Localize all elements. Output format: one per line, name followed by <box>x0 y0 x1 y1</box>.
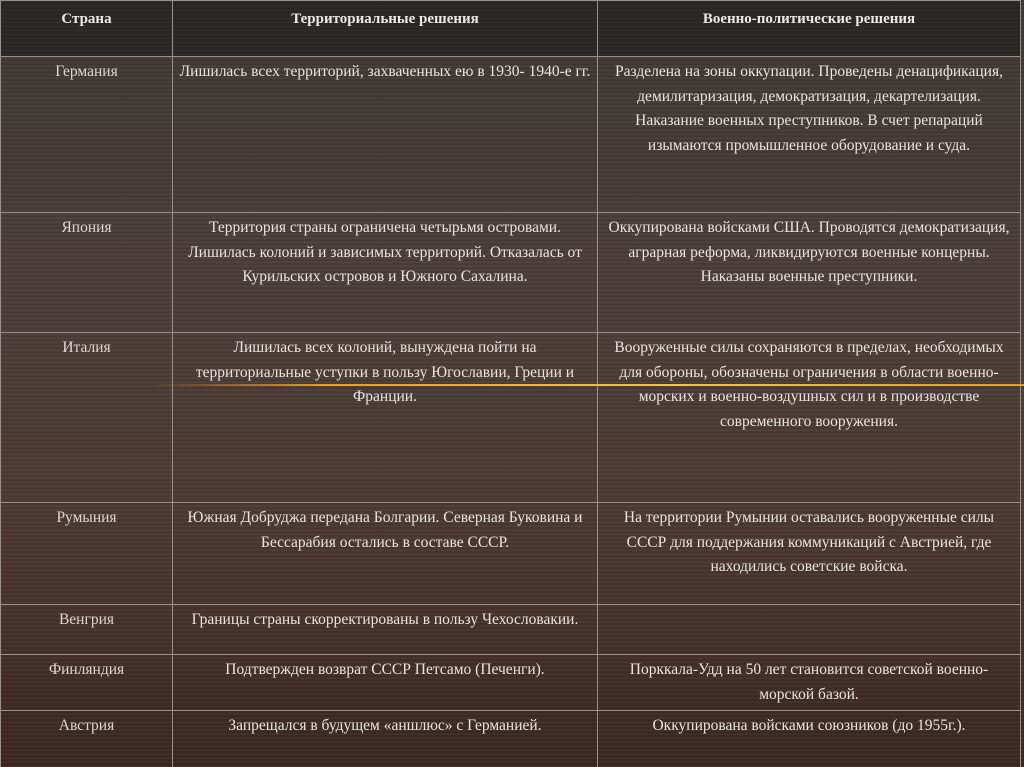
row-military: Вооруженные силы сохраняются в пределах, необходимых для обороны, обозначены ограничения в области военно-морских и военно-воздушных сил и в производстве современного вооружения. <box>598 333 1021 503</box>
header-military: Военно-политические решения <box>598 1 1021 57</box>
row-military: На территории Румынии оставались вооруженные силы СССР для поддержания коммуникаций с Австрией, где находились советские войска. <box>598 503 1021 605</box>
row-territorial: Лишилась всех колоний, вынуждена пойти на территориальные уступки в пользу Югославии, Греции и Франции. <box>173 333 598 503</box>
row-military <box>598 605 1021 655</box>
row-military: Порккала-Удд на 50 лет становится советской военно-морской базой. <box>598 655 1021 711</box>
table-row <box>1 655 1021 711</box>
row-territorial: Границы страны скорректированы в пользу Чехословакии. <box>173 605 598 655</box>
row-country: Венгрия <box>1 605 173 655</box>
table-row <box>1 605 1021 655</box>
header-country: Страна <box>1 1 173 57</box>
decorative-orange-line <box>150 384 1024 386</box>
row-country: Германия <box>1 57 173 213</box>
header-territorial: Территориальные решения <box>173 1 598 57</box>
row-country: Румыния <box>1 503 173 605</box>
table-header-row <box>1 1 1021 57</box>
table-row <box>1 503 1021 605</box>
row-territorial: Южная Добруджа передана Болгарии. Северная Буковина и Бессарабия остались в составе СССР. <box>173 503 598 605</box>
table-row <box>1 711 1021 767</box>
row-country: Италия <box>1 333 173 503</box>
row-territorial: Территория страны ограничена четырьмя островами. Лишилась колоний и зависимых территорий. Отказалась от Курильских островов и Южного Сахалина. <box>173 213 598 333</box>
row-territorial: Лишилась всех территорий, захваченных ею в 1930- 1940-е гг. <box>173 57 598 213</box>
table-row <box>1 213 1021 333</box>
table-row <box>1 333 1021 503</box>
row-military: Разделена на зоны оккупации. Проведены денацификация, демилитаризация, демократизация, декартелизация. Наказание военных преступников. В счет репараций изымаются промышленное оборудование и суда. <box>598 57 1021 213</box>
row-military: Оккупирована войсками США. Проводятся демократизация, аграрная реформа, ликвидируются военные концерны. Наказаны военные преступники. <box>598 213 1021 333</box>
row-country: Австрия <box>1 711 173 767</box>
row-country: Финляндия <box>1 655 173 711</box>
row-military: Оккупирована войсками союзников (до 1955г.). <box>598 711 1021 767</box>
row-territorial: Запрещался в будущем «аншлюс» с Германией. <box>173 711 598 767</box>
row-country: Япония <box>1 213 173 333</box>
table-row <box>1 57 1021 213</box>
row-territorial: Подтвержден возврат СССР Петсамо (Печенги). <box>173 655 598 711</box>
